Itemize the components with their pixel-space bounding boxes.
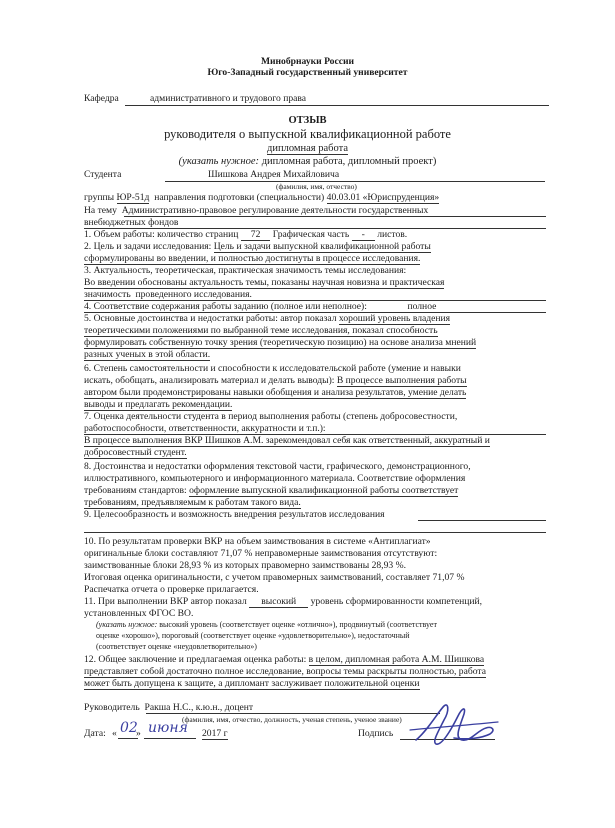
item-12-label: 12. Общее заключение и предлагаемая оценка работы: (84, 654, 309, 665)
group-mid: направления подготовки (специальности) (154, 192, 325, 203)
topic-line-1 (84, 205, 546, 216)
date-label: Дата: (84, 728, 106, 739)
supervisor-line (84, 702, 253, 713)
student-caption: (фамилия, имя, отчество) (276, 182, 357, 191)
document-title: ОТЗЫВ (288, 115, 327, 126)
item-9-underline-2 (84, 532, 546, 533)
topic-label: На тему (84, 205, 117, 216)
item-3-value-2-text: проведенного исследования. (135, 289, 252, 300)
item-8-value-2 (84, 497, 546, 509)
item-12-value-3 (84, 678, 546, 690)
item-12-value-2 (84, 666, 546, 678)
signature-label: Подпись (358, 728, 394, 739)
item-7-value-1-text: В процессе выполнения ВКР Шишков А.М. зарекомендовал себя как ответственный, аккуратный и (84, 435, 490, 446)
item-12-value-3-text: может быть допущена к защите, а дипломант заслуживает положительной оценки (84, 678, 420, 689)
item-3-value-1 (84, 277, 546, 289)
item-1-pages: 72 (241, 229, 271, 241)
item-5-value-2-text: теоретическими положениями по выбранной теме исследования, показал способность (84, 325, 438, 336)
item-11 (84, 596, 546, 608)
item-3-significance: значимость (84, 289, 131, 300)
item-8: 8. Достоинства и недостатки оформления текстовой части, графического, демонстрационного, (84, 461, 471, 472)
item-5 (84, 313, 546, 325)
item-11-hint-italic: (указать нужное: (96, 620, 158, 629)
date-close-quote: » (136, 728, 141, 739)
item-5-value-1: хороший уровень владения (338, 313, 451, 324)
item-3-value-1-text: Во введении обоснованы актуальность темы, показаны научная новизна и практическая (84, 277, 445, 288)
item-7-value-1 (84, 435, 546, 447)
item-7-line-2: работоспособности, ответственности, аккуратности и т.п.): (84, 423, 326, 434)
item-4-value: полное (367, 301, 477, 313)
date-day: 02 (120, 720, 138, 736)
item-11-hint-1 (96, 620, 558, 629)
topic-value-2: внебюджетных фондов (84, 217, 179, 228)
supervisor-caption: (фамилия, имя, отчество, должность, ученая степень, ученое звание) (182, 715, 402, 724)
item-10-line-5: Распечатка отчета о проверке прилагается. (84, 584, 259, 595)
item-6-value-2-text: автором были продемонстрированы навыки обобщения и анализа результатов, умение делать (84, 387, 467, 398)
student-label: Студента (84, 169, 122, 180)
group-line (84, 192, 439, 204)
item-10-line-3: заимствованные блоки 28,93 % из которых правомерно заимствованы 28,93 %. (84, 560, 406, 571)
direction-value: 40.03.01 «Юриспруденция» (326, 192, 440, 203)
item-12-value-2-text: представляет собой достаточно полное исследование, вопросы темы раскрыты полностью, работа (84, 666, 486, 677)
item-3: 3. Актуальность, теоретическая, практическая значимость темы исследования: (84, 265, 407, 276)
item-7-value-2 (84, 447, 546, 459)
item-7-value-2-text: добросовестный студент. (84, 447, 187, 458)
item-8-line-3 (84, 485, 546, 497)
item-9-underline-1 (418, 520, 546, 521)
item-2-value-1: Цель и задачи выпускной квалификационной работы (213, 241, 431, 252)
item-1-graphic-value: - (352, 229, 375, 241)
item-5-value-2 (84, 325, 546, 337)
item-12 (84, 654, 546, 666)
group-value: ЮР-51д (116, 192, 150, 203)
item-2 (84, 241, 546, 253)
university-name: Юго-Западный государственный университет (207, 67, 408, 78)
date-year-value: 2017 г (202, 728, 228, 739)
item-11-label: 11. При выполнении ВКР автор показал (84, 596, 247, 607)
supervisor-value: Ракша Н.С., к.ю.н., доцент (144, 702, 254, 713)
document-subtitle: руководителя о выпускной квалификационной работе (164, 127, 451, 141)
item-1-sheets: листов. (377, 229, 408, 240)
item-10-line-2: оригинальные блоки составляют 71,07 % неправомерные заимствования отсутствуют: (84, 548, 438, 559)
department-underline (125, 105, 549, 106)
item-11-hint-rest: высокий уровень (соответствует оценке «отлично»), продвинутый (соответствует (157, 620, 437, 629)
student-name: Шишкова Андрея Михайловича (208, 169, 340, 180)
item-1-label: 1. Объем работы: количество страниц (84, 229, 239, 240)
item-5-value-4-text: разных ученых в этой области. (84, 349, 211, 360)
item-5-value-3 (84, 337, 546, 349)
work-type-hint (0, 156, 615, 167)
item-8-label: требованиям стандартов: (84, 485, 190, 496)
item-6: 6. Степень самостоятельности и способности к исследовательской работе (умение и навыки (84, 363, 461, 374)
department-label: Кафедра (84, 93, 119, 104)
item-8-value-1: оформление выпускной квалификационной работы соответствует (189, 485, 459, 496)
item-2-value-2-text: сформулированы во введении, и полностью достигнуты в процессе исследования. (84, 253, 421, 264)
item-11-hint-3: (соответствует оценке «неудовлетворительно») (96, 642, 257, 651)
item-10: 10. По результатам проверки ВКР на объем заимствования в системе «Антиплагиат» (84, 536, 431, 547)
item-11-line-2: установленных ФГОС ВО. (84, 608, 194, 619)
item-6-value-3-text: выводы и предлагать рекомендации. (84, 399, 233, 410)
item-8-line-2: иллюстративного, компьютерного и информационного материала. Соответствие оформления (84, 473, 466, 484)
item-6-line-2 (84, 375, 546, 387)
item-2-value-2 (84, 253, 546, 265)
item-6-value-2 (84, 387, 546, 399)
date-day-underline (118, 738, 138, 739)
item-9: 9. Целесообразность и возможность внедрения результатов исследования (84, 509, 385, 520)
date-year (202, 728, 228, 740)
signature-mark (408, 700, 500, 750)
item-11-value: высокий (249, 596, 308, 608)
item-4-label: 4. Соответствие содержания работы заданию (полное или неполное): (84, 301, 367, 312)
supervisor-underline (146, 713, 440, 714)
work-type-value: дипломная работа (267, 143, 348, 154)
item-1 (84, 229, 546, 241)
item-11-rest: уровень сформированности компетенций, (310, 596, 483, 607)
topic-value-1: Административно-правовое регулирование деятельности государственных (121, 205, 429, 216)
date-month: июня (148, 720, 188, 736)
item-2-label: 2. Цель и задачи исследования: (84, 241, 214, 252)
item-6-value-1: В процессе выполнения работы (336, 375, 467, 386)
item-5-label: 5. Основные достоинства и недостатки работы: автор показал (84, 313, 337, 324)
item-7: 7. Оценка деятельности студента в период выполнения работы (степень добросовестности, (84, 411, 458, 422)
work-type (0, 143, 615, 155)
item-5-value-3-text: формулировать собственную точку зрения (теоретическую позицию) на основе анализа мнений (84, 337, 477, 348)
date-open-quote: « (112, 728, 117, 739)
supervisor-label: Руководитель (84, 702, 140, 713)
item-6-value-3 (84, 399, 546, 411)
item-5-value-4 (84, 349, 546, 361)
work-type-hint-rest: дипломная работа, дипломный проект) (259, 156, 437, 167)
item-8-value-2-text: требованиям, предъявляемым к работам такого вида. (84, 497, 301, 508)
department-value: административного и трудового права (150, 93, 307, 104)
item-1-graphic: Графическая часть (272, 229, 350, 240)
date-month-underline (144, 738, 196, 739)
item-6-label: искать, обобщать, анализировать материал и делать выводы): (84, 375, 337, 386)
ministry-name: Минобрнауки России (260, 56, 355, 67)
item-10-line-4: Итоговая оценка оригинальности, с учетом правомерных заимствований, составляет 71,07 % (84, 572, 465, 583)
work-type-hint-italic: (указать нужное: (178, 156, 260, 167)
item-12-value-1: в целом, дипломная работа А.М. Шишкова (308, 654, 485, 665)
group-prefix: группы (84, 192, 115, 203)
item-11-hint-2: оценке «хорошо»), пороговый (соответствует оценке «удовлетворительно»), недостаточный (96, 631, 410, 640)
